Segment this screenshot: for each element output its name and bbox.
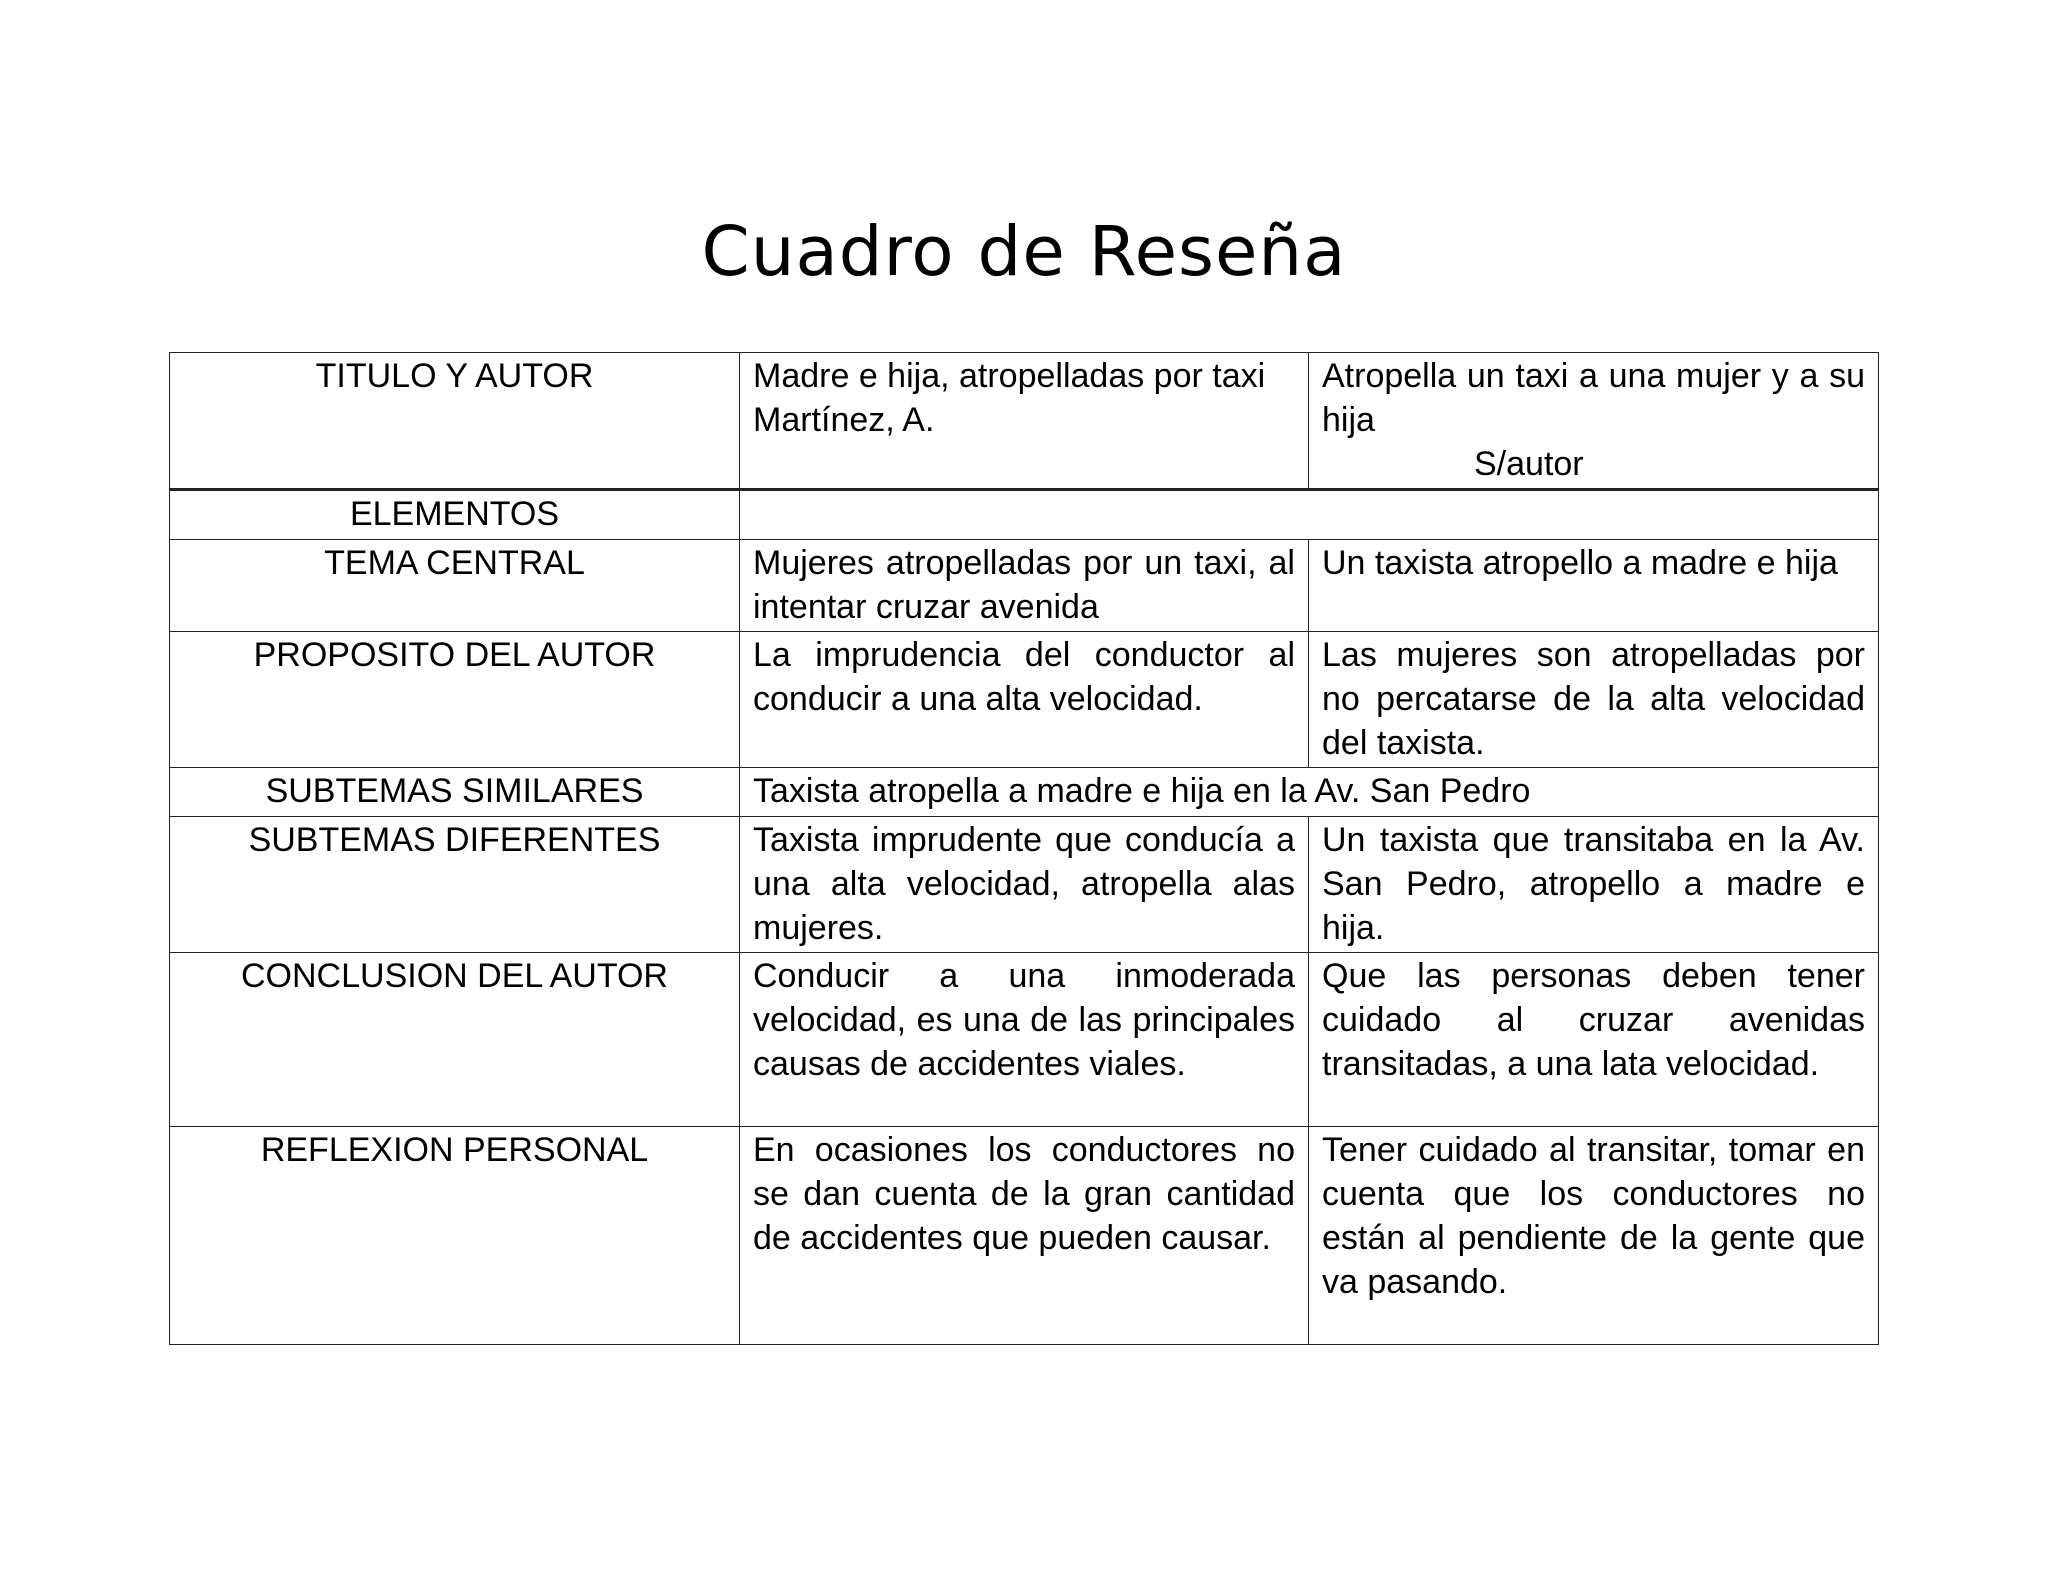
row-label-tema-central: TEMA CENTRAL: [170, 540, 740, 632]
row-label-conclusion: CONCLUSION DEL AUTOR: [170, 953, 740, 1127]
table-row-tema-central: [170, 540, 1879, 632]
table-row-proposito: [170, 632, 1879, 768]
table-row-titulo-autor: [170, 353, 1879, 490]
cell-elementos-empty: [740, 490, 1879, 540]
cell-subtemas-diferentes-col2: Un taxista que transitaba en la Av. San Pedro, atropello a madre e hija.: [1309, 817, 1879, 953]
cell-proposito-col2: Las mujeres son atropelladas por no percatarse de la alta velocidad del taxista.: [1309, 632, 1879, 768]
cell-subtemas-similares: Taxista atropella a madre e hija en la Av. San Pedro: [740, 768, 1879, 817]
article-1-author: Martínez, A.: [753, 401, 935, 439]
table-row-elementos: [170, 490, 1879, 540]
row-label-proposito: PROPOSITO DEL AUTOR: [170, 632, 740, 768]
cell-proposito-col1: La imprudencia del conductor al conducir a una alta velocidad.: [740, 632, 1309, 768]
table-row-subtemas-diferentes: [170, 817, 1879, 953]
row-label-subtemas-diferentes: SUBTEMAS DIFERENTES: [170, 817, 740, 953]
row-label-subtemas-similares: SUBTEMAS SIMILARES: [170, 768, 740, 817]
table-row-subtemas-similares: [170, 768, 1879, 817]
row-label-reflexion: REFLEXION PERSONAL: [170, 1127, 740, 1345]
article-1-title: Madre e hija, atropelladas por taxi: [753, 357, 1266, 395]
cell-subtemas-diferentes-col1: Taxista imprudente que conducía a una alta velocidad, atropella alas mujeres.: [740, 817, 1309, 953]
cell-tema-central-col1: Mujeres atropelladas por un taxi, al intentar cruzar avenida: [740, 540, 1309, 632]
article-2-author: S/autor: [1474, 445, 1584, 483]
cell-titulo-autor-col2: [1309, 353, 1879, 490]
cell-reflexion-col1: En ocasiones los conductores no se dan cuenta de la gran cantidad de accidentes que pueden causar.: [740, 1127, 1309, 1345]
cell-conclusion-col2: Que las personas deben tener cuidado al cruzar avenidas transitadas, a una lata velocidad.: [1309, 953, 1879, 1127]
row-label-elementos: ELEMENTOS: [170, 490, 740, 540]
article-2-title: Atropella un taxi a una mujer y a su hija: [1322, 357, 1865, 439]
page-title: Cuadro de Reseña: [701, 212, 1347, 292]
table-row-conclusion: [170, 953, 1879, 1127]
cell-titulo-autor-col1: [740, 353, 1309, 490]
cell-conclusion-col1: Conducir a una inmoderada velocidad, es una de las principales causas de accidentes viales.: [740, 953, 1309, 1127]
cell-reflexion-col2: Tener cuidado al transitar, tomar en cuenta que los conductores no están al pendiente de la gente que va pasando.: [1309, 1127, 1879, 1345]
table-row-reflexion: [170, 1127, 1879, 1345]
cell-tema-central-col2: Un taxista atropello a madre e hija: [1309, 540, 1879, 632]
row-label-titulo-autor: TITULO Y AUTOR: [170, 353, 740, 490]
review-table: [169, 352, 1879, 1345]
